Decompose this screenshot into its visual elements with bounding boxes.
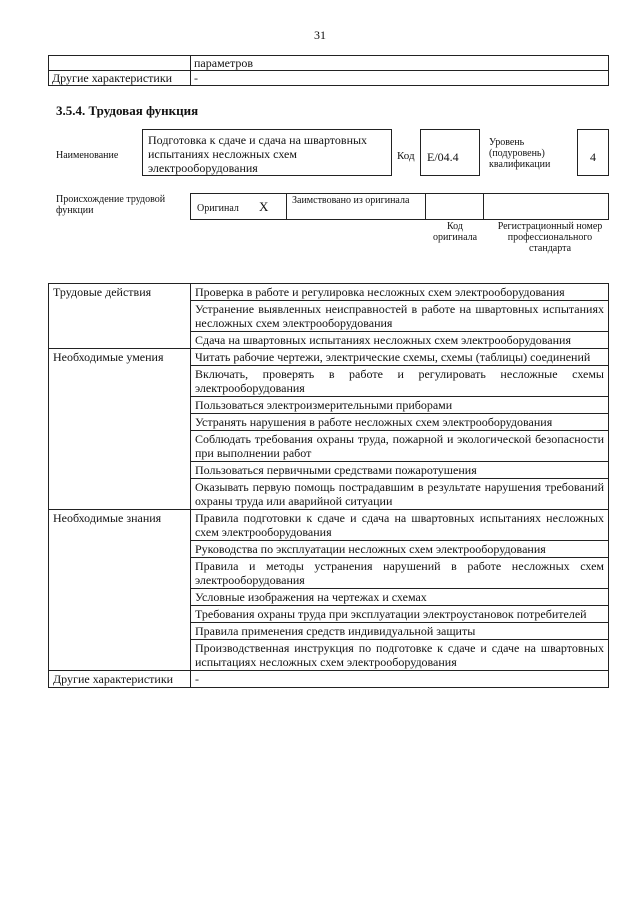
code-label: Код: [397, 150, 415, 162]
cont-empty-cell: [49, 56, 191, 71]
original-cell: [190, 193, 287, 220]
section-item: Читать рабочие чертежи, электрические схемы, схемы (таблицы) соединений: [191, 349, 609, 366]
section-item: Правила применения средств индивидуальной защиты: [191, 623, 609, 640]
section-label: Необходимые умения: [49, 349, 191, 510]
code-original-caption: Код оригинала: [432, 221, 478, 243]
name-label: Наименование: [56, 150, 119, 161]
code-value: E/04.4: [420, 129, 480, 176]
section-item: Устранять нарушения в работе несложных схем электрооборудования: [191, 414, 609, 431]
table-row: [49, 349, 609, 366]
original-label: Оригинал: [197, 203, 239, 214]
section-item: Пользоваться электроизмерительными приборами: [191, 397, 609, 414]
section-title: 3.5.4. Трудовая функция: [56, 103, 199, 118]
origin-label: Происхождение трудовой функции: [56, 194, 166, 216]
section-item: Условные изображения на чертежах и схемах: [191, 589, 609, 606]
section-item: Пользоваться первичными средствами пожаротушения: [191, 462, 609, 479]
section-item: Производственная инструкция по подготовке к сдаче и сдаче на швартовных испытациях несложных схем электрооборудования: [191, 640, 609, 671]
original-mark: X: [259, 199, 269, 214]
section-item: Руководства по эксплуатации несложных схем электрооборудования: [191, 541, 609, 558]
reg-number-cell: [483, 193, 609, 220]
section-item: Устранение выявленных неисправностей в работе на швартовных испытаниях несложных схем электрооборудования: [191, 301, 609, 332]
section-item: Правила и методы устранения нарушений в работе несложных схем электрооборудования: [191, 558, 609, 589]
table-row: [49, 284, 609, 301]
section-item: Правила подготовки к сдаче и сдача на швартовных испытаниях несложных схем электрооборудования: [191, 510, 609, 541]
section-label: Другие характеристики: [49, 671, 191, 688]
name-value: Подготовка к сдаче и сдача на швартовных испытаниях несложных схем электрооборудования: [142, 129, 392, 176]
section-item: Сдача на швартовных испытаниях несложных схем электрооборудования: [191, 332, 609, 349]
section-item: Оказывать первую помощь пострадавшим в результате нарушения требований охраны труда или аварийной ситуации: [191, 479, 609, 510]
section-item: Включать, проверять в работе и регулировать несложные схемы электрооборудования: [191, 366, 609, 397]
section-item: Проверка в работе и регулировка несложных схем электрооборудования: [191, 284, 609, 301]
cont-other-value: -: [191, 71, 609, 86]
borrowed-cell: Заимствовано из оригинала: [286, 193, 426, 220]
section-item: -: [191, 671, 609, 688]
level-label: Уровень (подуровень) квалификации: [489, 137, 551, 170]
continuation-table: [48, 55, 609, 86]
table-row: [49, 510, 609, 541]
reg-number-caption: Регистрационный номер профессионального стандарта: [497, 221, 603, 254]
section-item: Соблюдать требования охраны труда, пожарной и экологической безопасности при выполнении работ: [191, 431, 609, 462]
section-item: Требования охраны труда при эксплуатации электроустановок потребителей: [191, 606, 609, 623]
table-row: [49, 671, 609, 688]
level-value: 4: [577, 129, 609, 176]
page-number: 31: [314, 28, 326, 42]
section-label: Трудовые действия: [49, 284, 191, 349]
cont-text: параметров: [191, 56, 609, 71]
section-label: Необходимые знания: [49, 510, 191, 671]
cont-other-label: Другие характеристики: [49, 71, 191, 86]
code-original-cell: [425, 193, 484, 220]
function-details-table: [48, 283, 609, 688]
